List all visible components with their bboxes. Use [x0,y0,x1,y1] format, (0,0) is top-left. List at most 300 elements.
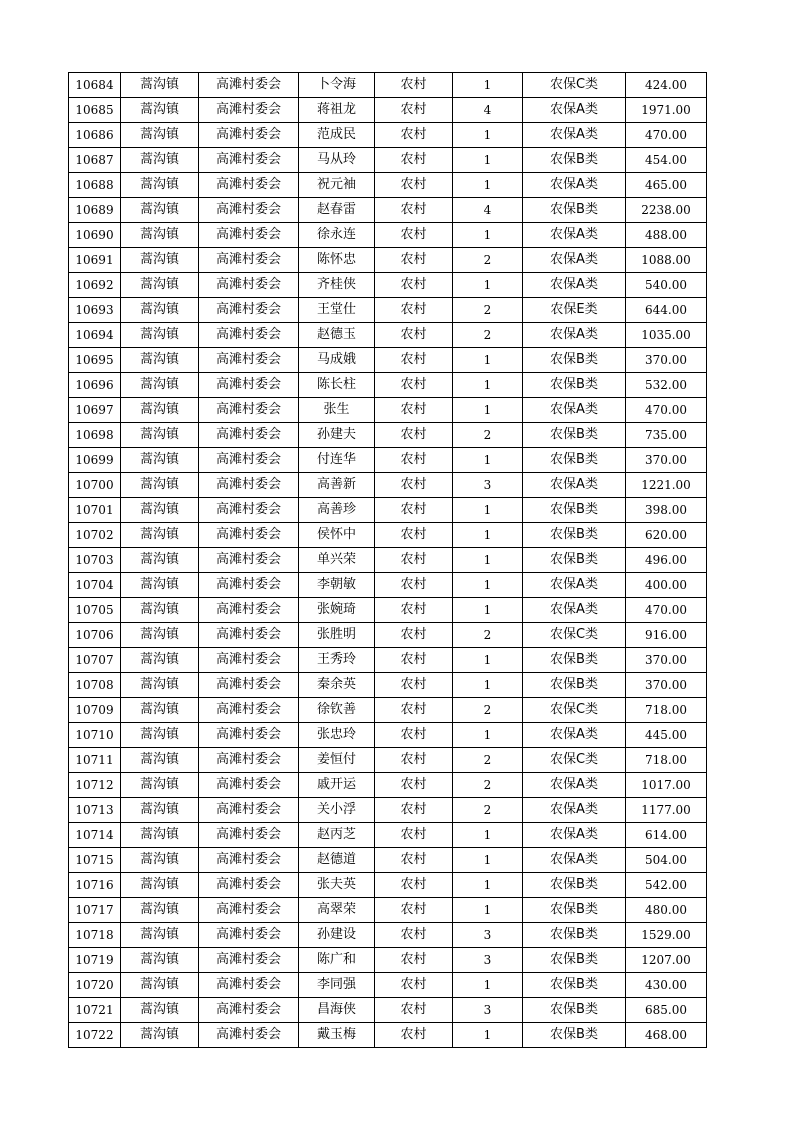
table-row [69,373,707,398]
town-cell: 蒿沟镇 [121,323,199,348]
area-cell: 农村 [375,873,453,898]
amount-cell: 532.00 [626,373,707,398]
row-id-cell: 10704 [69,573,121,598]
row-id-cell: 10710 [69,723,121,748]
table-row [69,248,707,273]
name-cell: 戚开运 [299,773,375,798]
table-row [69,673,707,698]
category-cell: 农保B类 [523,348,626,373]
name-cell: 单兴荣 [299,548,375,573]
row-id-cell: 10697 [69,398,121,423]
category-cell: 农保A类 [523,123,626,148]
town-cell: 蒿沟镇 [121,923,199,948]
row-id-cell: 10684 [69,73,121,98]
area-cell: 农村 [375,598,453,623]
town-cell: 蒿沟镇 [121,823,199,848]
row-id-cell: 10699 [69,448,121,473]
row-id-cell: 10705 [69,598,121,623]
town-cell: 蒿沟镇 [121,248,199,273]
town-cell: 蒿沟镇 [121,473,199,498]
household-count-cell: 2 [453,248,523,273]
category-cell: 农保E类 [523,298,626,323]
amount-cell: 488.00 [626,223,707,248]
town-cell: 蒿沟镇 [121,898,199,923]
household-count-cell: 2 [453,323,523,348]
name-cell: 徐永连 [299,223,375,248]
row-id-cell: 10686 [69,123,121,148]
amount-cell: 370.00 [626,448,707,473]
row-id-cell: 10708 [69,673,121,698]
village-cell: 高滩村委会 [199,548,299,573]
village-cell: 高滩村委会 [199,198,299,223]
town-cell: 蒿沟镇 [121,623,199,648]
table-row [69,198,707,223]
name-cell: 昌海侠 [299,998,375,1023]
category-cell: 农保B类 [523,1023,626,1048]
village-cell: 高滩村委会 [199,298,299,323]
row-id-cell: 10709 [69,698,121,723]
table-row [69,623,707,648]
name-cell: 李同强 [299,973,375,998]
area-cell: 农村 [375,73,453,98]
row-id-cell: 10720 [69,973,121,998]
name-cell: 高善珍 [299,498,375,523]
row-id-cell: 10711 [69,748,121,773]
name-cell: 陈长柱 [299,373,375,398]
category-cell: 农保B类 [523,148,626,173]
area-cell: 农村 [375,248,453,273]
row-id-cell: 10706 [69,623,121,648]
amount-cell: 424.00 [626,73,707,98]
table-row [69,698,707,723]
household-count-cell: 1 [453,548,523,573]
row-id-cell: 10693 [69,298,121,323]
household-count-cell: 1 [453,1023,523,1048]
table-row [69,873,707,898]
area-cell: 农村 [375,323,453,348]
category-cell: 农保B类 [523,373,626,398]
village-cell: 高滩村委会 [199,98,299,123]
village-cell: 高滩村委会 [199,148,299,173]
name-cell: 戴玉梅 [299,1023,375,1048]
row-id-cell: 10702 [69,523,121,548]
category-cell: 农保B类 [523,648,626,673]
name-cell: 高善新 [299,473,375,498]
name-cell: 关小浮 [299,798,375,823]
name-cell: 孙建夫 [299,423,375,448]
name-cell: 赵丙芝 [299,823,375,848]
town-cell: 蒿沟镇 [121,973,199,998]
household-count-cell: 3 [453,998,523,1023]
name-cell: 高翠荣 [299,898,375,923]
household-count-cell: 2 [453,298,523,323]
amount-cell: 540.00 [626,273,707,298]
village-cell: 高滩村委会 [199,448,299,473]
table-row [69,948,707,973]
household-count-cell: 1 [453,373,523,398]
amount-cell: 400.00 [626,573,707,598]
village-cell: 高滩村委会 [199,1023,299,1048]
row-id-cell: 10690 [69,223,121,248]
table-row [69,773,707,798]
name-cell: 张胜明 [299,623,375,648]
category-cell: 农保B类 [523,423,626,448]
name-cell: 徐钦善 [299,698,375,723]
category-cell: 农保B类 [523,548,626,573]
table-row [69,923,707,948]
village-cell: 高滩村委会 [199,898,299,923]
town-cell: 蒿沟镇 [121,73,199,98]
row-id-cell: 10707 [69,648,121,673]
amount-cell: 370.00 [626,348,707,373]
household-count-cell: 1 [453,873,523,898]
village-cell: 高滩村委会 [199,748,299,773]
row-id-cell: 10687 [69,148,121,173]
name-cell: 王秀玲 [299,648,375,673]
name-cell: 张婉琦 [299,598,375,623]
table-row [69,973,707,998]
amount-cell: 1971.00 [626,98,707,123]
area-cell: 农村 [375,673,453,698]
name-cell: 陈怀忠 [299,248,375,273]
area-cell: 农村 [375,148,453,173]
name-cell: 张生 [299,398,375,423]
category-cell: 农保A类 [523,248,626,273]
amount-cell: 398.00 [626,498,707,523]
area-cell: 农村 [375,998,453,1023]
name-cell: 秦余英 [299,673,375,698]
row-id-cell: 10721 [69,998,121,1023]
category-cell: 农保B类 [523,873,626,898]
row-id-cell: 10712 [69,773,121,798]
village-cell: 高滩村委会 [199,723,299,748]
village-cell: 高滩村委会 [199,623,299,648]
table-row [69,123,707,148]
amount-cell: 2238.00 [626,198,707,223]
amount-cell: 465.00 [626,173,707,198]
household-count-cell: 1 [453,598,523,623]
amount-cell: 370.00 [626,648,707,673]
town-cell: 蒿沟镇 [121,873,199,898]
household-count-cell: 1 [453,973,523,998]
household-count-cell: 2 [453,798,523,823]
town-cell: 蒿沟镇 [121,123,199,148]
village-cell: 高滩村委会 [199,473,299,498]
category-cell: 农保A类 [523,573,626,598]
household-count-cell: 2 [453,748,523,773]
row-id-cell: 10717 [69,898,121,923]
category-cell: 农保B类 [523,498,626,523]
village-cell: 高滩村委会 [199,823,299,848]
household-count-cell: 2 [453,773,523,798]
category-cell: 农保A类 [523,598,626,623]
table-row [69,98,707,123]
village-cell: 高滩村委会 [199,698,299,723]
area-cell: 农村 [375,848,453,873]
amount-cell: 542.00 [626,873,707,898]
name-cell: 马从玲 [299,148,375,173]
row-id-cell: 10692 [69,273,121,298]
table-row [69,323,707,348]
amount-cell: 480.00 [626,898,707,923]
table-row [69,548,707,573]
village-cell: 高滩村委会 [199,598,299,623]
table-row [69,523,707,548]
category-cell: 农保A类 [523,823,626,848]
row-id-cell: 10713 [69,798,121,823]
row-id-cell: 10698 [69,423,121,448]
category-cell: 农保A类 [523,273,626,298]
village-cell: 高滩村委会 [199,173,299,198]
village-cell: 高滩村委会 [199,273,299,298]
name-cell: 张忠玲 [299,723,375,748]
town-cell: 蒿沟镇 [121,148,199,173]
table-row [69,148,707,173]
name-cell: 孙建设 [299,923,375,948]
town-cell: 蒿沟镇 [121,373,199,398]
amount-cell: 1207.00 [626,948,707,973]
town-cell: 蒿沟镇 [121,723,199,748]
category-cell: 农保A类 [523,398,626,423]
area-cell: 农村 [375,123,453,148]
village-cell: 高滩村委会 [199,373,299,398]
village-cell: 高滩村委会 [199,423,299,448]
town-cell: 蒿沟镇 [121,223,199,248]
household-count-cell: 2 [453,423,523,448]
household-count-cell: 1 [453,898,523,923]
village-cell: 高滩村委会 [199,798,299,823]
town-cell: 蒿沟镇 [121,548,199,573]
amount-cell: 470.00 [626,598,707,623]
household-count-cell: 2 [453,623,523,648]
amount-cell: 685.00 [626,998,707,1023]
area-cell: 农村 [375,923,453,948]
village-cell: 高滩村委会 [199,523,299,548]
row-id-cell: 10719 [69,948,121,973]
household-count-cell: 4 [453,198,523,223]
name-cell: 赵德玉 [299,323,375,348]
table-row [69,348,707,373]
household-count-cell: 1 [453,848,523,873]
area-cell: 农村 [375,748,453,773]
village-cell: 高滩村委会 [199,223,299,248]
household-count-cell: 1 [453,498,523,523]
name-cell: 李朝敏 [299,573,375,598]
household-count-cell: 1 [453,173,523,198]
table-row [69,598,707,623]
amount-cell: 470.00 [626,398,707,423]
town-cell: 蒿沟镇 [121,348,199,373]
table-row [69,573,707,598]
name-cell: 齐桂侠 [299,273,375,298]
category-cell: 农保B类 [523,948,626,973]
table-row [69,798,707,823]
table-row [69,223,707,248]
town-cell: 蒿沟镇 [121,198,199,223]
name-cell: 侯怀中 [299,523,375,548]
area-cell: 农村 [375,398,453,423]
row-id-cell: 10694 [69,323,121,348]
household-count-cell: 1 [453,273,523,298]
amount-cell: 735.00 [626,423,707,448]
category-cell: 农保B类 [523,973,626,998]
name-cell: 祝元袖 [299,173,375,198]
category-cell: 农保A类 [523,98,626,123]
row-id-cell: 10703 [69,548,121,573]
household-count-cell: 1 [453,573,523,598]
area-cell: 农村 [375,473,453,498]
amount-cell: 1035.00 [626,323,707,348]
amount-cell: 1221.00 [626,473,707,498]
town-cell: 蒿沟镇 [121,273,199,298]
name-cell: 马成娥 [299,348,375,373]
amount-cell: 1088.00 [626,248,707,273]
row-id-cell: 10685 [69,98,121,123]
household-count-cell: 1 [453,723,523,748]
household-count-cell: 1 [453,673,523,698]
town-cell: 蒿沟镇 [121,498,199,523]
village-cell: 高滩村委会 [199,248,299,273]
table-row [69,273,707,298]
table-row [69,1023,707,1048]
name-cell: 赵春雷 [299,198,375,223]
town-cell: 蒿沟镇 [121,423,199,448]
town-cell: 蒿沟镇 [121,998,199,1023]
table-row [69,898,707,923]
amount-cell: 718.00 [626,698,707,723]
row-id-cell: 10688 [69,173,121,198]
area-cell: 农村 [375,98,453,123]
town-cell: 蒿沟镇 [121,598,199,623]
category-cell: 农保B类 [523,523,626,548]
name-cell: 蒋祖龙 [299,98,375,123]
amount-cell: 454.00 [626,148,707,173]
town-cell: 蒿沟镇 [121,673,199,698]
table-row [69,998,707,1023]
amount-cell: 1529.00 [626,923,707,948]
name-cell: 王堂仕 [299,298,375,323]
area-cell: 农村 [375,823,453,848]
table-row [69,748,707,773]
area-cell: 农村 [375,223,453,248]
area-cell: 农村 [375,573,453,598]
row-id-cell: 10715 [69,848,121,873]
area-cell: 农村 [375,373,453,398]
village-cell: 高滩村委会 [199,573,299,598]
village-cell: 高滩村委会 [199,73,299,98]
name-cell: 卜令海 [299,73,375,98]
row-id-cell: 10722 [69,1023,121,1048]
row-id-cell: 10696 [69,373,121,398]
name-cell: 陈广和 [299,948,375,973]
amount-cell: 1177.00 [626,798,707,823]
area-cell: 农村 [375,973,453,998]
category-cell: 农保A类 [523,223,626,248]
row-id-cell: 10689 [69,198,121,223]
name-cell: 姜恒付 [299,748,375,773]
category-cell: 农保B类 [523,923,626,948]
category-cell: 农保C类 [523,623,626,648]
amount-cell: 430.00 [626,973,707,998]
category-cell: 农保B类 [523,673,626,698]
table-row [69,473,707,498]
table-row [69,723,707,748]
village-cell: 高滩村委会 [199,923,299,948]
village-cell: 高滩村委会 [199,123,299,148]
area-cell: 农村 [375,623,453,648]
town-cell: 蒿沟镇 [121,698,199,723]
area-cell: 农村 [375,448,453,473]
area-cell: 农村 [375,423,453,448]
row-id-cell: 10700 [69,473,121,498]
row-id-cell: 10716 [69,873,121,898]
amount-cell: 504.00 [626,848,707,873]
town-cell: 蒿沟镇 [121,448,199,473]
village-cell: 高滩村委会 [199,648,299,673]
table-body [69,73,707,1048]
household-count-cell: 1 [453,223,523,248]
category-cell: 农保B类 [523,198,626,223]
table-row [69,848,707,873]
category-cell: 农保B类 [523,898,626,923]
row-id-cell: 10714 [69,823,121,848]
table-row [69,448,707,473]
amount-cell: 644.00 [626,298,707,323]
village-cell: 高滩村委会 [199,673,299,698]
village-cell: 高滩村委会 [199,873,299,898]
town-cell: 蒿沟镇 [121,298,199,323]
area-cell: 农村 [375,898,453,923]
category-cell: 农保C类 [523,698,626,723]
household-count-cell: 1 [453,398,523,423]
amount-cell: 445.00 [626,723,707,748]
name-cell: 范成民 [299,123,375,148]
village-cell: 高滩村委会 [199,398,299,423]
amount-cell: 468.00 [626,1023,707,1048]
amount-cell: 620.00 [626,523,707,548]
area-cell: 农村 [375,348,453,373]
category-cell: 农保A类 [523,773,626,798]
household-count-cell: 3 [453,948,523,973]
town-cell: 蒿沟镇 [121,773,199,798]
category-cell: 农保A类 [523,473,626,498]
table-row [69,648,707,673]
amount-cell: 496.00 [626,548,707,573]
area-cell: 农村 [375,173,453,198]
village-cell: 高滩村委会 [199,773,299,798]
town-cell: 蒿沟镇 [121,648,199,673]
area-cell: 农村 [375,948,453,973]
area-cell: 农村 [375,773,453,798]
category-cell: 农保A类 [523,173,626,198]
household-count-cell: 4 [453,98,523,123]
village-cell: 高滩村委会 [199,348,299,373]
household-count-cell: 1 [453,73,523,98]
area-cell: 农村 [375,498,453,523]
amount-cell: 1017.00 [626,773,707,798]
household-count-cell: 1 [453,123,523,148]
amount-cell: 718.00 [626,748,707,773]
table-row [69,298,707,323]
area-cell: 农村 [375,298,453,323]
household-count-cell: 1 [453,523,523,548]
row-id-cell: 10701 [69,498,121,523]
village-cell: 高滩村委会 [199,323,299,348]
area-cell: 农村 [375,198,453,223]
area-cell: 农村 [375,648,453,673]
village-cell: 高滩村委会 [199,973,299,998]
household-count-cell: 1 [453,448,523,473]
